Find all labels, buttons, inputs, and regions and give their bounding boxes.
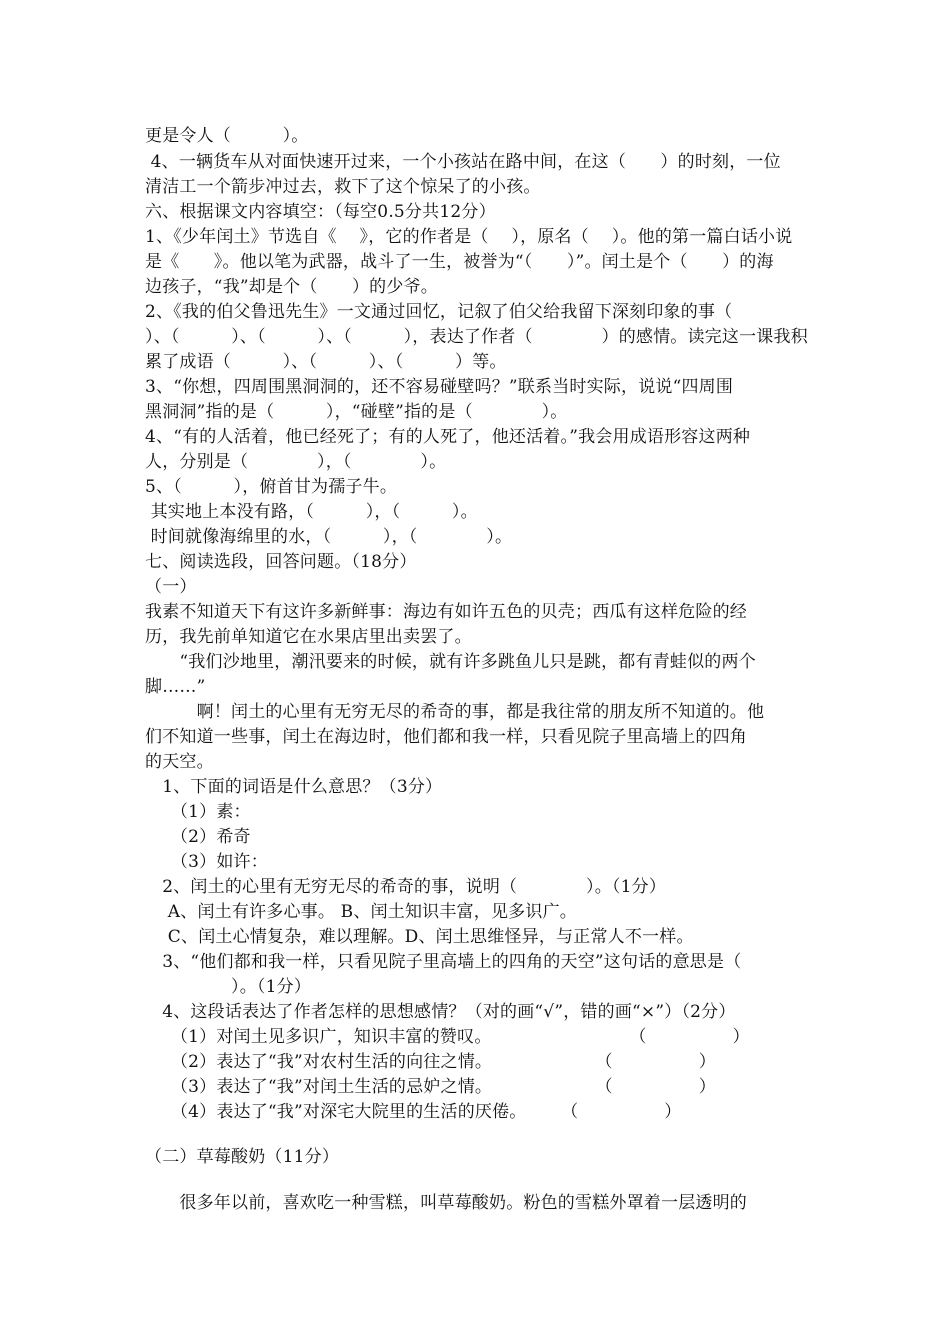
text-line: 清洁工一个箭步冲过去，救下了这个惊呆了的小孩。 (145, 177, 541, 197)
question-line: （1）素： (145, 802, 251, 822)
passage-line: 脚……” (145, 677, 206, 697)
question-line: 4、这段话表达了作者怎样的思想感情？（对的画“√”，错的画“×”）（2分） (145, 1002, 736, 1022)
text-line: 2、《我的伯父鲁迅先生》一文通过回忆，记叙了伯父给我留下深刻印象的事（ (145, 302, 733, 322)
text-line: 黑洞洞”指的是（ ），“碰壁”指的是（ ）。 (145, 402, 568, 422)
text-line: 人，分别是（ ），（ ）。 (145, 452, 447, 472)
passage-line: 我素不知道天下有这许多新鲜事：海边有如许五色的贝壳；西瓜有这样危险的经 (145, 602, 747, 622)
question-line: ）。（1分） (145, 977, 312, 997)
question-line: 3、“他们都和我一样，只看见院子里高墙上的四角的天空”这句话的意思是（ (145, 952, 742, 972)
section-heading: 七、阅读选段，回答问题。（18分） (145, 552, 417, 572)
option-line: C、闰土心情复杂，难以理解。D、闰土思维怪异，与正常人不一样。 (145, 927, 694, 947)
text-line: 4、一辆货车从对面快速开过来，一个小孩站在路中间，在这（ ）的时刻，一位 (145, 152, 781, 172)
question-line: 1、下面的词语是什么意思？（3分） (145, 777, 443, 797)
passage-line: 们不知道一些事，闰土在海边时，他们都和我一样，只看见院子里高墙上的四角 (145, 727, 747, 747)
section-heading: 六、根据课文内容填空：（每空0.5分共12分） (145, 202, 496, 222)
passage-line: “我们沙地里，潮汛要来的时候，就有许多跳鱼儿只是跳，都有青蛙似的两个 (145, 652, 756, 672)
text-line: 边孩子，“我”却是个（ ）的少爷。 (145, 277, 438, 297)
text-line: 时间就像海绵里的水，（ ），（ ）。 (145, 527, 513, 547)
text-line: 更是令人（ ）。 (145, 126, 309, 146)
judgement-item: （4）表达了“我”对深宅大院里的生活的厌倦。 （ ） (145, 1102, 682, 1122)
passage-line: 很多年以前，喜欢吃一种雪糕，叫草莓酸奶。粉色的雪糕外罩着一层透明的 (145, 1193, 747, 1213)
text-line: 1、《少年闰土》节选自《 》，它的作者是（ ），原名（ ）。他的第一篇白话小说 (145, 227, 793, 247)
text-line: 其实地上本没有路，（ ），（ ）。 (145, 502, 478, 522)
text-line: 是《 》。他以笔为武器，战斗了一生，被誉为“（ ）”。闰土是个（ ）的海 (145, 252, 774, 272)
question-line: （2）希奇 (145, 827, 251, 847)
question-line: （3）如许： (145, 852, 268, 872)
text-line: 4、“有的人活着，他已经死了；有的人死了，他还活着。”我会用成语形容这两种 (145, 427, 751, 447)
text-line: ）、（ ）、（ ）、（ ），表达了作者（ ）的感情。读完这一课我积 (145, 327, 808, 347)
judgement-item: （2）表达了“我”对农村生活的向往之情。 （ ） (145, 1052, 716, 1072)
subsection-heading: （一） (145, 577, 197, 597)
passage-line: 历，我先前单知道它在水果店里出卖罢了。 (145, 627, 472, 647)
passage-line: 啊！闰土的心里有无穷无尽的希奇的事，都是我往常的朋友所不知道的。他 (145, 702, 765, 722)
question-line: 2、闰土的心里有无穷无尽的希奇的事，说明（ ）。（1分） (145, 877, 667, 897)
judgement-item: （3）表达了“我”对闰土生活的忌妒之情。 （ ） (145, 1077, 716, 1097)
text-line: 5、（ ），俯首甘为孺子牛。 (145, 477, 398, 497)
text-line: 3、“你想，四周围黑洞洞的，还不容易碰壁吗？”联系当时实际，说说“四周围 (145, 377, 734, 397)
option-line: A、闰土有许多心事。 B、闰土知识丰富，见多识广。 (145, 902, 577, 922)
subsection-heading: （二）草莓酸奶（11分） (145, 1147, 340, 1167)
text-line: 累了成语（ ）、（ ）、（ ）等。 (145, 352, 507, 372)
passage-line: 的天空。 (145, 752, 214, 772)
judgement-item: （1）对闰土见多识广，知识丰富的赞叹。 （ ） (145, 1027, 750, 1047)
